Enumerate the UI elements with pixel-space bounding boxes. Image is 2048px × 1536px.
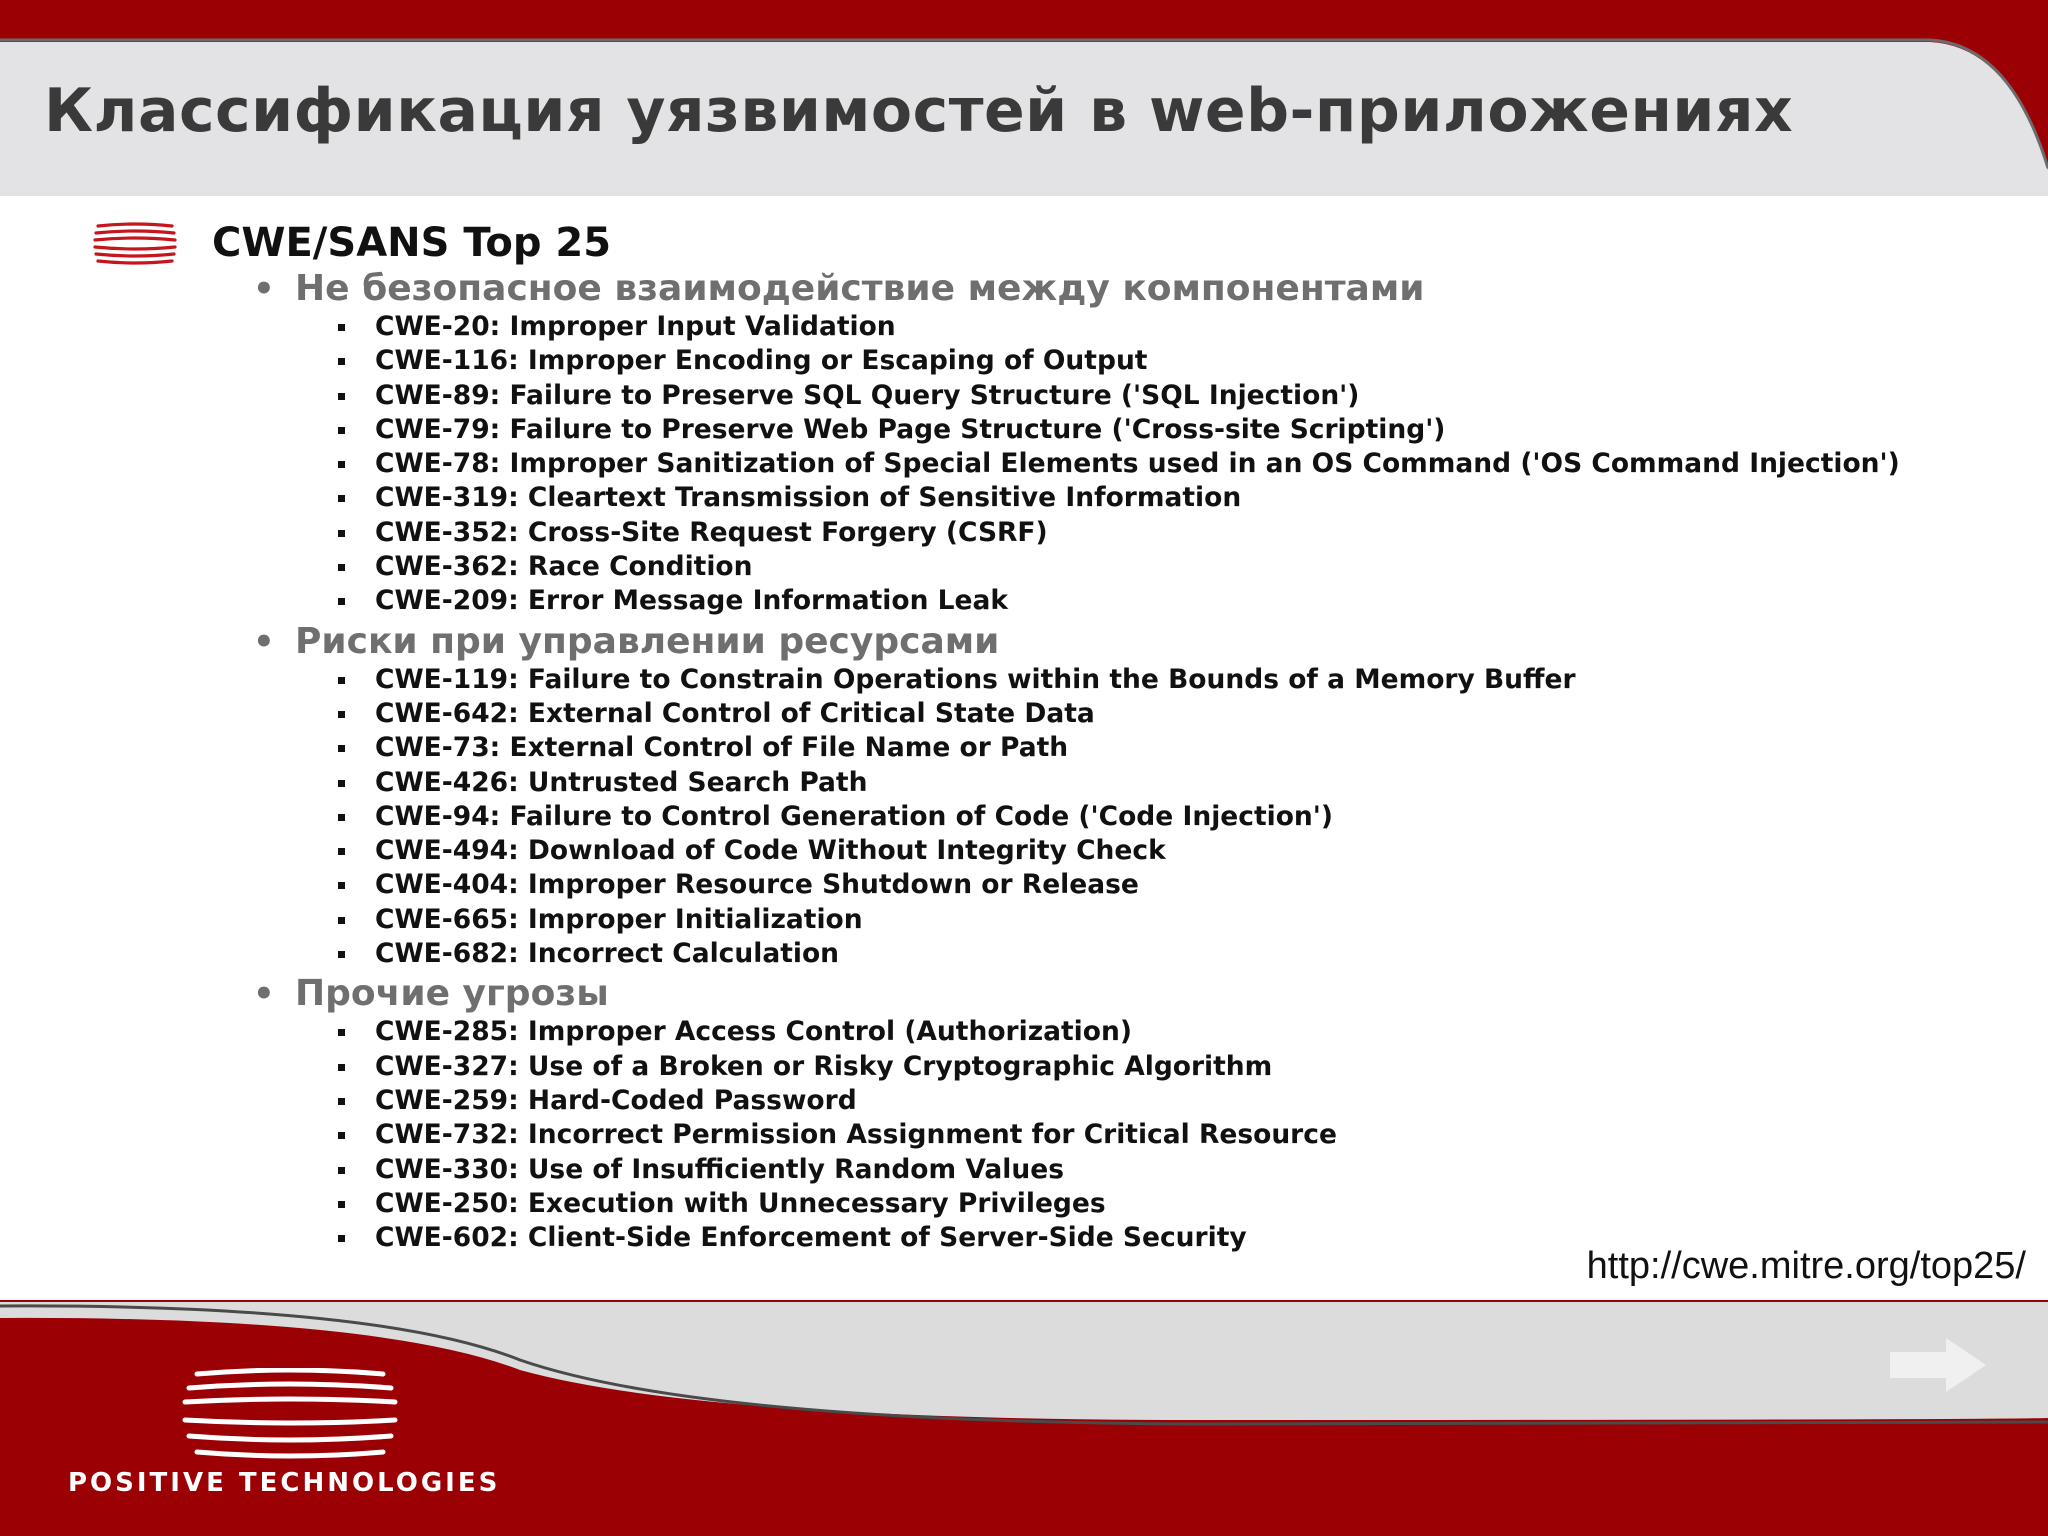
list-item: CWE-330: Use of Insufficiently Random Values xyxy=(375,1153,2048,1187)
list-item: CWE-602: Client-Side Enforcement of Server-Side Security xyxy=(375,1221,2048,1255)
group-resource-management xyxy=(0,621,2048,972)
slide-title: Классификация уязвимостей в web-приложениях xyxy=(44,76,1794,146)
list-item: CWE-362: Race Condition xyxy=(375,550,2048,584)
list-item: CWE-116: Improper Encoding or Escaping of Output xyxy=(375,344,2048,378)
group-title: • Риски при управлении ресурсами xyxy=(295,621,2048,663)
list-item: CWE-494: Download of Code Without Integrity Check xyxy=(375,834,2048,868)
brand-logo-stripes xyxy=(175,1368,405,1464)
list-item: CWE-119: Failure to Constrain Operations within the Bounds of a Memory Buffer xyxy=(375,663,2048,697)
group-items xyxy=(0,1015,2048,1255)
cwe-groups xyxy=(0,268,2048,1257)
list-item: CWE-682: Incorrect Calculation xyxy=(375,937,2048,971)
list-item: CWE-89: Failure to Preserve SQL Query Structure ('SQL Injection') xyxy=(375,379,2048,413)
group-items xyxy=(0,310,2048,619)
list-item: CWE-404: Improper Resource Shutdown or Release xyxy=(375,868,2048,902)
list-item: CWE-642: External Control of Critical State Data xyxy=(375,697,2048,731)
list-heading: CWE/SANS Top 25 xyxy=(212,220,612,266)
group-title: • Не безопасное взаимодействие между компонентами xyxy=(295,268,2048,310)
positive-technologies-mark-icon xyxy=(92,222,178,266)
list-item: CWE-209: Error Message Information Leak xyxy=(375,584,2048,618)
arrow-right-icon[interactable] xyxy=(1888,1336,1988,1394)
brand-name: POSITIVE TECHNOLOGIES xyxy=(68,1468,501,1498)
group-title: • Прочие угрозы xyxy=(295,973,2048,1015)
list-item: CWE-285: Improper Access Control (Authorization) xyxy=(375,1015,2048,1049)
list-item: CWE-79: Failure to Preserve Web Page Structure ('Cross-site Scripting') xyxy=(375,413,2048,447)
list-item: CWE-73: External Control of File Name or Path xyxy=(375,731,2048,765)
group-other-threats xyxy=(0,973,2048,1255)
list-item: CWE-352: Cross-Site Request Forgery (CSRF) xyxy=(375,516,2048,550)
list-item: CWE-426: Untrusted Search Path xyxy=(375,766,2048,800)
list-item: CWE-78: Improper Sanitization of Special Elements used in an OS Command ('OS Command Injection') xyxy=(375,447,2048,481)
list-item: CWE-327: Use of a Broken or Risky Cryptographic Algorithm xyxy=(375,1050,2048,1084)
list-item: CWE-319: Cleartext Transmission of Sensitive Information xyxy=(375,481,2048,515)
list-item: CWE-250: Execution with Unnecessary Privileges xyxy=(375,1187,2048,1221)
list-item: CWE-94: Failure to Control Generation of Code ('Code Injection') xyxy=(375,800,2048,834)
list-item: CWE-732: Incorrect Permission Assignment for Critical Resource xyxy=(375,1118,2048,1152)
list-item: CWE-20: Improper Input Validation xyxy=(375,310,2048,344)
list-item: CWE-665: Improper Initialization xyxy=(375,903,2048,937)
group-items xyxy=(0,663,2048,972)
source-link[interactable]: http://cwe.mitre.org/top25/ xyxy=(1586,1245,2026,1287)
group-insecure-interaction xyxy=(0,268,2048,619)
list-item: CWE-259: Hard-Coded Password xyxy=(375,1084,2048,1118)
